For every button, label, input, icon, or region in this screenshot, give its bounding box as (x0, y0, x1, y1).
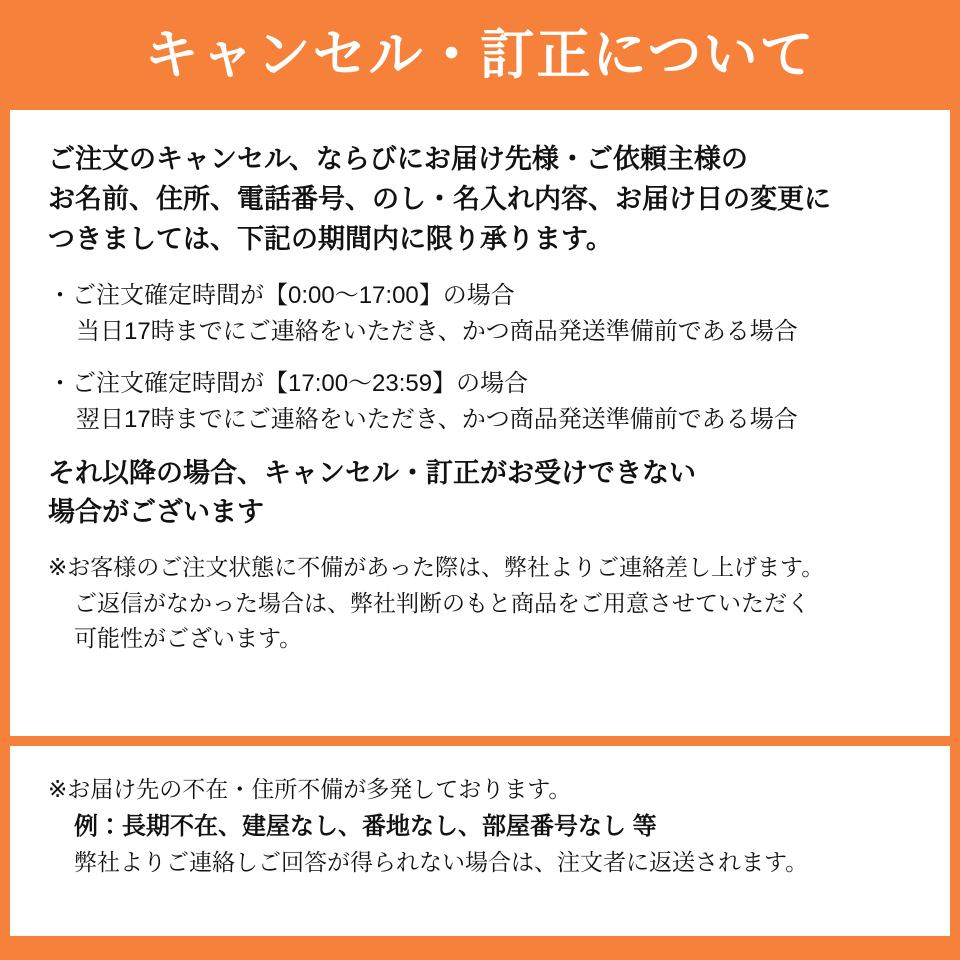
lead-line-3: つきましては、下記の期間内に限り承ります。 (48, 223, 613, 254)
case-item-2 (48, 366, 912, 438)
main-panel (10, 110, 950, 736)
main-note-line-3: 可能性がございます。 (74, 625, 303, 652)
main-note-line-1: ※お客様のご注文状態に不備があった際は、弊社よりご連絡差し上げます。 (48, 554, 825, 581)
emphasis-line-1: それ以降の場合、キャンセル・訂正がお受けできない (48, 457, 696, 488)
case-2-condition: ・ご注文確定時間が【17:00〜23:59】の場合 (48, 369, 529, 397)
footer-note-panel (10, 746, 950, 936)
case-item-1 (48, 278, 912, 350)
page-title: キャンセル・訂正について (144, 25, 816, 85)
footer-note-line-3: 弊社よりご連絡しご回答が得られない場合は、注文者に返送されます。 (74, 848, 809, 875)
main-note-line-2: ご返信がなかった場合は、弊社判断のもと商品をご用意させていただく (74, 589, 810, 616)
emphasis-paragraph (48, 454, 912, 532)
lead-paragraph (48, 140, 912, 260)
case-1-detail: 当日17時までにご連絡をいただき、かつ商品発送準備前である場合 (76, 317, 798, 345)
page-header (0, 0, 960, 110)
panel-divider (0, 736, 960, 746)
case-2-detail: 翌日17時までにご連絡をいただき、かつ商品発送準備前である場合 (76, 405, 798, 433)
emphasis-line-2: 場合がございます (48, 497, 264, 527)
main-notes (48, 550, 912, 657)
footer-note-line-1: ※お届け先の不在・住所不備が多発しております。 (48, 776, 572, 802)
lead-line-2: お名前、住所、電話番号、のし・名入れ内容、お届け日の変更に (48, 183, 831, 214)
case-1-condition: ・ご注文確定時間が【0:00〜17:00】の場合 (48, 281, 515, 309)
footer-note-example: 例：長期不在、建屋なし、番地なし、部屋番号なし 等 (74, 812, 657, 840)
lead-line-1: ご注文のキャンセル、ならびにお届け先様・ご依頼主様の (48, 144, 748, 174)
